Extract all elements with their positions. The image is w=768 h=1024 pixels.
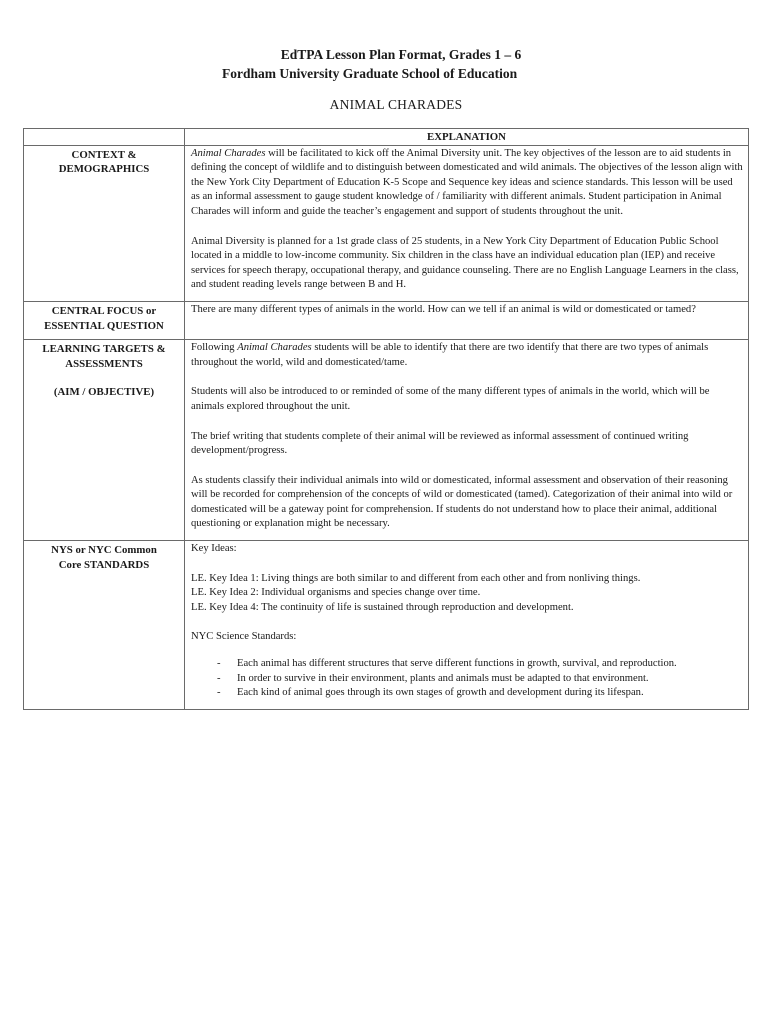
dash-marker: - — [217, 658, 221, 670]
key-idea-1: LE. Key Idea 1: Living things are both similar to and different from each other and from nonliving things. — [191, 572, 641, 584]
table-row-standards — [24, 541, 749, 710]
standards-content — [185, 541, 749, 710]
central-focus-content — [185, 301, 749, 339]
context-label-line1: CONTEXT & — [71, 148, 137, 161]
lesson-plan-table — [23, 128, 749, 710]
central-focus-label — [24, 301, 185, 339]
form-title: EdTPA Lesson Plan Format, Grades 1 – 6 — [280, 47, 522, 62]
learning-paragraph-2: Students will also be introduced to or reminded of some of the many different types of animals in the world, which will be animals explored throughout the unit. — [191, 386, 710, 412]
dash-marker: - — [217, 687, 221, 699]
standards-label-line1: NYS or NYC Common — [51, 544, 157, 557]
dash-marker: - — [217, 672, 221, 684]
central-focus-label-line2: ESSENTIAL QUESTION — [44, 319, 164, 332]
standard-text: Each animal has different structures that serve different functions in growth, survival, and reproduction. — [237, 658, 677, 670]
context-label — [24, 145, 185, 301]
context-paragraph-2: Animal Diversity is planned for a 1st grade class of 25 students, in a New York City Department of Education Public School located in a middle to low-income community. Six children in the class have an individual education plan (IEP) and receive services for speech therapy, occupational therapy, and guidance counseling. There are no English Language Learners in the class, and student reading levels range between B and H. — [191, 235, 739, 291]
standard-text: In order to survive in their environment, plants and animals must be adapted to that environment. — [237, 672, 649, 684]
learning-paragraph-1-text: students will be able to identify that there are two identify that there are two types of animals throughout the world, wild and domesticated/tame. — [191, 342, 709, 368]
explanation-header: EXPLANATION — [185, 129, 749, 146]
learning-targets-label-line1: LEARNING TARGETS & — [42, 343, 166, 356]
nyc-standards-list — [191, 657, 744, 701]
central-focus-text: There are many different types of animals in the world. How can we tell if an animal is wild or domesticated or tamed? — [191, 303, 696, 315]
standards-label-line2: Core STANDARDS — [58, 558, 150, 571]
key-idea-2: LE. Key Idea 2: Individual organisms and species change over time. — [191, 587, 481, 599]
context-content — [185, 145, 749, 301]
learning-paragraph-4: As students classify their individual animals into wild or domesticated, informal assessment and observation of their reasoning will be recorded for comprehension of the concepts of wild or domesticated (tamed). Categorization of their animal into wild or domesticated will be a gateway point for comprehension. If students do not understand how to place their animal, additional questioning or explanation might be necessary. — [191, 474, 733, 530]
central-focus-label-line1: CENTRAL FOCUS or — [51, 304, 157, 317]
learning-paragraph-3: The brief writing that students complete of their animal will be reviewed as informal assessment of continued writing development/progress. — [191, 430, 689, 457]
standard-text: Each kind of animal goes through its own stages of growth and development during its lifespan. — [237, 687, 644, 699]
learning-targets-label-line2: ASSESSMENTS — [65, 357, 143, 370]
context-paragraph-1 — [191, 147, 744, 220]
list-item — [191, 672, 744, 687]
lesson-name-italic-2: Animal Charades — [237, 342, 312, 354]
standards-label — [24, 541, 185, 710]
header-empty-cell — [24, 129, 185, 146]
table-row-learning-targets — [24, 340, 749, 541]
learning-targets-label-line3: (AIM / OBJECTIVE) — [53, 386, 155, 399]
key-ideas-heading: Key Ideas: — [191, 543, 237, 555]
lesson-title: ANIMAL CHARADES — [329, 97, 463, 112]
institution-name: Fordham University Graduate School of Education — [222, 66, 518, 81]
list-item — [191, 657, 744, 672]
key-idea-4: LE. Key Idea 4: The continuity of life is sustained through reproduction and development. — [191, 601, 574, 613]
context-label-line2: DEMOGRAPHICS — [58, 163, 150, 176]
table-row-central-focus — [24, 301, 749, 339]
learning-paragraph-1-pre: Following — [191, 342, 238, 354]
learning-targets-label — [24, 340, 185, 541]
context-paragraph-1-text: will be facilitated to kick off the Animal Diversity unit. The key objectives of the lesson are to aid students in defining the concept of wildlife and to distinguish between domesticated and wild animals. The objectives of the lesson align with the New York City Department of Education K-5 Scope and Sequence key ideas and science standards. This lesson will be used as an informal assessment to gauge student knowledge of / familiarity with different animals. Student participation in Animal Charades will inform and guide the teacher’s engagement and support of students throughout the unit. — [191, 147, 743, 217]
learning-paragraph-1 — [191, 341, 744, 370]
lesson-name-italic: Animal Charades — [191, 147, 266, 159]
list-item — [191, 686, 744, 701]
nyc-standards-heading: NYC Science Standards: — [191, 631, 297, 643]
learning-targets-content — [185, 340, 749, 541]
table-header-row — [24, 129, 749, 146]
table-row-context — [24, 145, 749, 301]
